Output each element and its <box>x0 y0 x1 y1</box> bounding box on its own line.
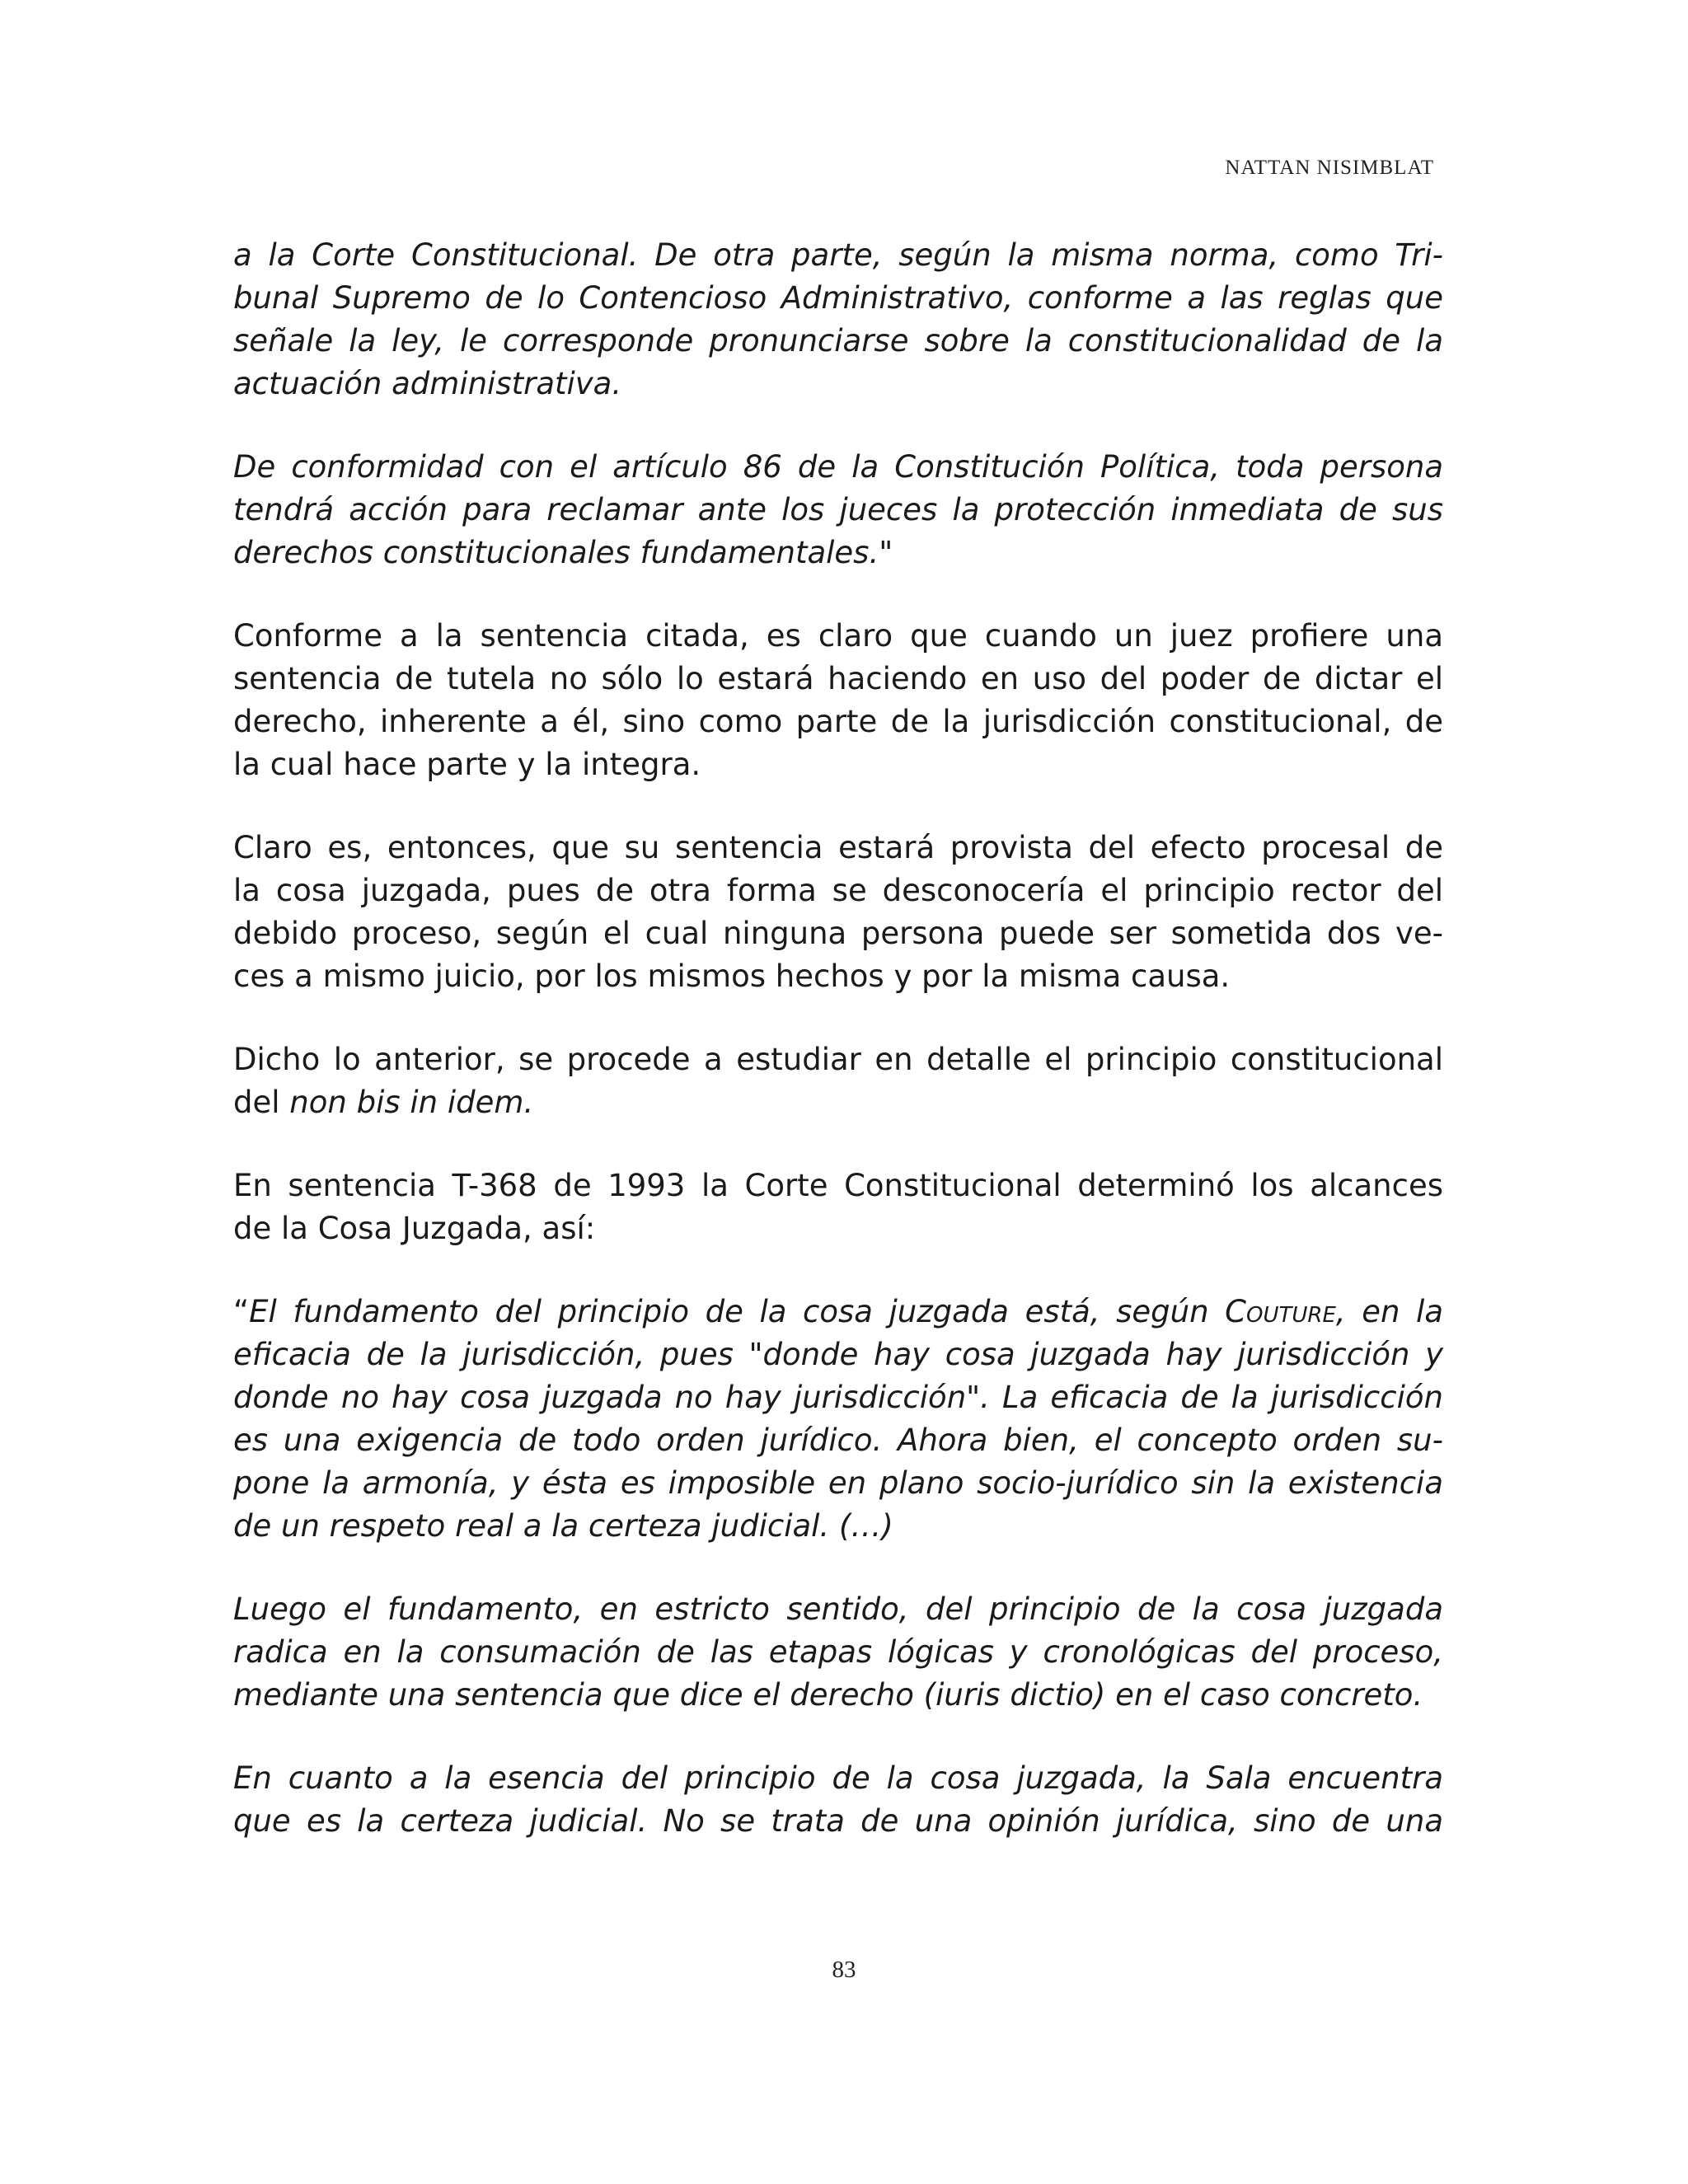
opening-quote-mark: “ <box>233 1294 250 1329</box>
paragraph-luego <box>233 1588 1443 1717</box>
text-line: eficacia de la jurisdicción, pues "donde hay cosa juzgada hay jurisdicción y <box>233 1337 1443 1372</box>
text-line: actuación administrativa. <box>233 366 622 401</box>
text-line: Claro es, entonces, que su sentencia estará provista del efecto procesal de <box>233 830 1443 865</box>
text-line: es una exigencia de todo orden jurídico. Ahora bien, el concepto orden su- <box>233 1422 1443 1458</box>
paragraph-article-86 <box>233 446 1443 574</box>
text-line: En cuanto a la esencia del principio de la cosa juzgada, la Sala encuentra <box>233 1760 1443 1796</box>
text-line: tendrá acción para reclamar ante los jueces la protección inmediata de sus <box>233 492 1443 527</box>
text-line: Conforme a la sentencia citada, es claro que cuando un juez profiere una <box>233 618 1443 654</box>
running-header: NATTAN NISIMBLAT <box>1225 157 1434 179</box>
paragraph-dicho-lo-anterior <box>233 1038 1443 1124</box>
text-line: donde no hay cosa juzgada no hay jurisdicción". La eficacia de la jurisdicción <box>233 1380 1443 1415</box>
paragraph-conforme <box>233 615 1443 786</box>
text-line: de la Cosa Juzgada, así: <box>233 1211 596 1246</box>
text-line: pone la armonía, y ésta es imposible en plano socio-jurídico sin la existencia <box>233 1465 1443 1501</box>
text-fragment: del <box>233 1085 290 1120</box>
body-text <box>233 234 1443 1883</box>
text-line: señale la ley, le corresponde pronunciarse sobre la constitucionalidad de la <box>233 323 1443 359</box>
paragraph-sentencia-t368 <box>233 1165 1443 1250</box>
text-line: la cual hace parte y la integra. <box>233 747 701 782</box>
text-line: De conformidad con el artículo 86 de la Constitución Política, toda persona <box>233 449 1443 485</box>
text-line: que es la certeza judicial. No se trata de una opinión jurídica, sino de una <box>233 1803 1443 1839</box>
text-line: derecho, inherente a él, sino como parte de la jurisdicción constitucional, de <box>233 704 1443 739</box>
latin-phrase: non bis in idem. <box>289 1085 534 1120</box>
text-line: sentencia de tutela no sólo lo estará haciendo en uso del poder de dictar el <box>233 661 1443 696</box>
text-line: radica en la consumación de las etapas lógicas y cronológicas del proceso, <box>233 1634 1443 1670</box>
text-line: bunal Supremo de lo Contencioso Administrativo, conforme a las reglas que <box>233 280 1443 316</box>
text-line: derechos constitucionales fundamentales." <box>233 535 893 570</box>
text-line <box>233 1291 1443 1333</box>
text-line <box>233 1081 1443 1124</box>
text-line: ces a mismo juicio, por los mismos hechos y por la misma causa. <box>233 958 1231 994</box>
paragraph-esencia <box>233 1757 1443 1843</box>
paragraph-quote-continuation <box>233 234 1443 405</box>
page-number: 83 <box>832 1957 856 1983</box>
paragraph-claro-es <box>233 827 1443 998</box>
paragraph-fundamento-quote <box>233 1291 1443 1548</box>
text-line: a la Corte Constitucional. De otra parte, según la misma norma, como Tri- <box>233 237 1443 273</box>
text-fragment: El fundamento del principio de la cosa juzgada está, según <box>249 1294 1226 1329</box>
text-line: Dicho lo anterior, se procede a estudiar en detalle el principio constitucional <box>233 1042 1443 1077</box>
text-line: mediante una sentencia que dice el derecho (iuris dictio) en el caso concreto. <box>233 1677 1423 1713</box>
author-name: Couture <box>1225 1294 1336 1329</box>
text-line: Luego el fundamento, en estricto sentido, del principio de la cosa juzgada <box>233 1591 1443 1627</box>
text-line: la cosa juzgada, pues de otra forma se desconocería el principio rector del <box>233 873 1443 908</box>
text-line: debido proceso, según el cual ninguna persona puede ser sometida dos ve- <box>233 916 1443 951</box>
text-line: de un respeto real a la certeza judicial. (…) <box>233 1508 893 1544</box>
text-line: En sentencia T-368 de 1993 la Corte Constitucional determinó los alcances <box>233 1168 1443 1203</box>
text-fragment: , en la <box>1335 1294 1444 1329</box>
